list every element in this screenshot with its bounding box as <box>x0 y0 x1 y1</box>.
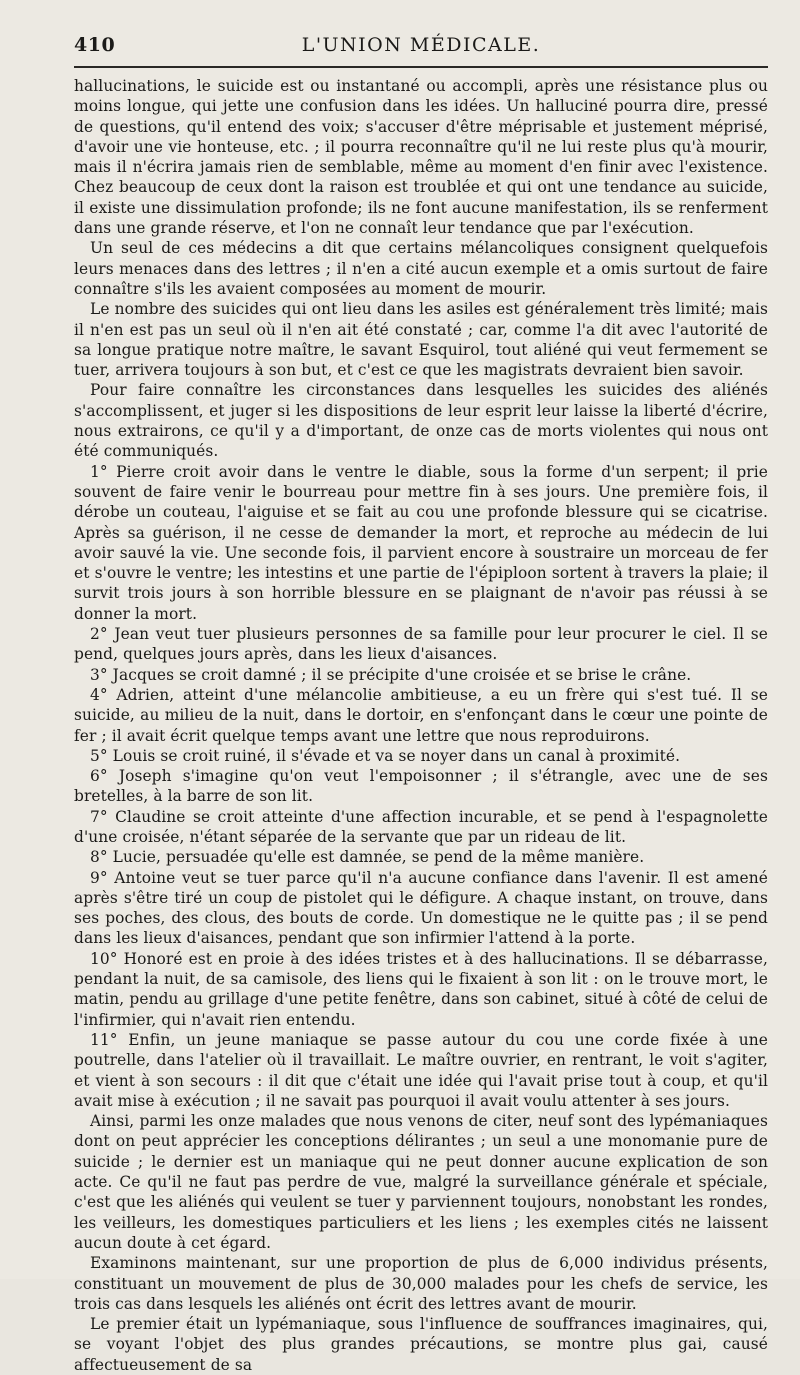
case-item-8: 8° Lucie, persuadée qu'elle est damnée, se pend de la même manière. <box>90 848 645 867</box>
paragraph: Un seul de ces médecins a dit que certains mélancoliques consignent quelquefois leurs menaces dans des lettres ; il n'en a cité aucun exemple et a omis surtout de faire connaître s'ils les avaient composées au moment de mourir. <box>74 239 768 298</box>
paragraph: Ainsi, parmi les onze malades que nous venons de citer, neuf sont des lypémaniaques dont on peut apprécier les conceptions délirantes ; un seul a une monomanie pure de suicide ; le dernier est un maniaque qui ne peut donner aucune explication de son acte. Ce qu'il ne faut pas perdre de vue, malgré la surveillance générale et spéciale, c'est que les aliénés qui veulent se tuer y parviennent toujours, nonobstant les rondes, les veilleurs, les domestiques particuliers et les liens ; les exemples cités ne laissent aucun doute à cet égard. <box>74 1112 768 1252</box>
case-item-7: 7° Claudine se croit atteinte d'une affection incurable, et se pend à l'espagnolette d'une croisée, n'étant séparée de la servante que par un rideau de lit. <box>74 807 768 846</box>
case-item-5: 5° Louis se croit ruiné, il s'évade et va se noyer dans un canal à proximité. <box>90 746 681 765</box>
case-item-9: 9° Antoine veut se tuer parce qu'il n'a aucune confiance dans l'avenir. Il est amené après s'être tiré un coup de pistolet qui le défigure. A chaque instant, on trouve, dans ses poches, des clous, des bouts de corde. Un domestique ne le quitte pas ; il se pend dans les lieux d'aisances, pendant que son infirmier l'attend à la porte. <box>74 868 768 948</box>
header-rule <box>74 66 768 68</box>
case-item-10: 10° Honoré est en proie à des idées tristes et à des hallucinations. Il se débarrasse, pendant la nuit, de sa camisole, des liens qui le fixaient à son lit : on le trouve mort, le matin, pendu au grillage d'une petite fenêtre, dans son cabinet, situé à côté de celui de l'infirmier, qui n'avait rien entendu. <box>74 949 768 1029</box>
case-item-3: 3° Jacques se croit damné ; il se précipite d'une croisée et se brise le crâne. <box>90 665 692 684</box>
case-item-2: 2° Jean veut tuer plusieurs personnes de sa famille pour leur procurer le ciel. Il se pend, quelques jours après, dans les lieux d'aisances. <box>74 625 768 664</box>
running-head <box>74 30 768 60</box>
journal-title: L'UNION MÉDICALE. <box>301 34 541 56</box>
case-item-4: 4° Adrien, atteint d'une mélancolie ambitieuse, a eu un frère qui s'est tué. Il se suicide, au milieu de la nuit, dans le dortoir, en s'enfonçant dans le cœur une pointe de fer ; il avait écrit quelque temps avant une lettre que nous reproduirons. <box>74 685 768 745</box>
case-item-11: 11° Enfin, un jeune maniaque se passe autour du cou une corde fixée à une poutrelle, dans l'atelier où il travaillait. Le maître ouvrier, en rentrant, le voit s'agiter, et vient à son secours : il dit que c'était une idée qui l'avait prise tout à coup, et qu'il avait mise à exécution ; il ne savait pas pourquoi il avait voulu attenter à ses jours. <box>74 1030 768 1110</box>
case-item-1: 1° Pierre croit avoir dans le ventre le diable, sous la forme d'un serpent; il prie souvent de faire venir le bourreau pour mettre fin à ses jours. Une première fois, il dérobe un couteau, l'aiguise et se fait au cou une profonde blessure qui se cicatrise. Après sa guérison, il ne cesse de demander la mort, et reproche au médecin de lui avoir sauvé la vie. Une seconde fois, il parvient encore à soustraire un morceau de fer et s'ouvre le ventre; les intestins et une partie de l'épiploon sortent à travers la plaie; il survit trois jours à son horrible blessure en se plaignant de n'avoir pas réussi à se donner la mort. <box>74 462 768 623</box>
paragraph-continuation: hallucinations, le suicide est ou instantané ou accompli, après une résistance plus ou moins longue, qui jette une confusion dans les idées. Un halluciné pourra dire, pressé de questions, qu'il entend des voix; s'accuser d'être méprisable et justement méprisé, d'avoir une vie honteuse, etc. ; il pourra reconnaître qu'il ne lui reste plus qu'à mourir, mais il n'écrira jamais rien de semblable, même au moment d'en finir avec l'existence. Chez beaucoup de ceux dont la raison est troublée et qui ont une tendance au suicide, il existe une dissimulation profonde; ils ne font aucune manifestation, ils se renferment dans une grande réserve, et l'on ne connaît leur tendance que par l'exécution. <box>74 77 768 238</box>
article-body <box>74 76 768 1375</box>
paragraph: Pour faire connaître les circonstances dans lesquelles les suicides des aliénés s'accomplissent, et juger si les dispositions de leur esprit leur laisse la liberté d'écrire, nous extrairons, ce qu'il y a d'important, de onze cas de morts violentes qui nous ont été communiqués. <box>74 381 768 461</box>
paragraph: Le nombre des suicides qui ont lieu dans les asiles est généralement très limité; mais il n'en est pas un seul où il n'en ait été constaté ; car, comme l'a dit avec l'autorité de sa longue pratique notre maître, le savant Esquirol, tout aliéné qui veut fermement se tuer, arrivera toujours à son but, et c'est ce que les magistrats devraient bien savoir. <box>74 300 768 380</box>
page-number: 410 <box>74 34 116 56</box>
paragraph: Le premier était un lypémaniaque, sous l'influence de souffrances imaginaires, qui, se voyant l'objet des plus grandes précautions, se montre plus gai, causé affectueusement de sa <box>74 1315 768 1374</box>
case-item-6: 6° Joseph s'imagine qu'on veut l'empoisonner ; il s'étrangle, avec une de ses bretelles, à la barre de son lit. <box>74 767 768 806</box>
paragraph: Examinons maintenant, sur une proportion de plus de 6,000 individus présents, constituant un mouvement de plus de 30,000 malades pour les chefs de service, les trois cas dans lesquels les aliénés ont écrit des lettres avant de mourir. <box>74 1254 768 1313</box>
